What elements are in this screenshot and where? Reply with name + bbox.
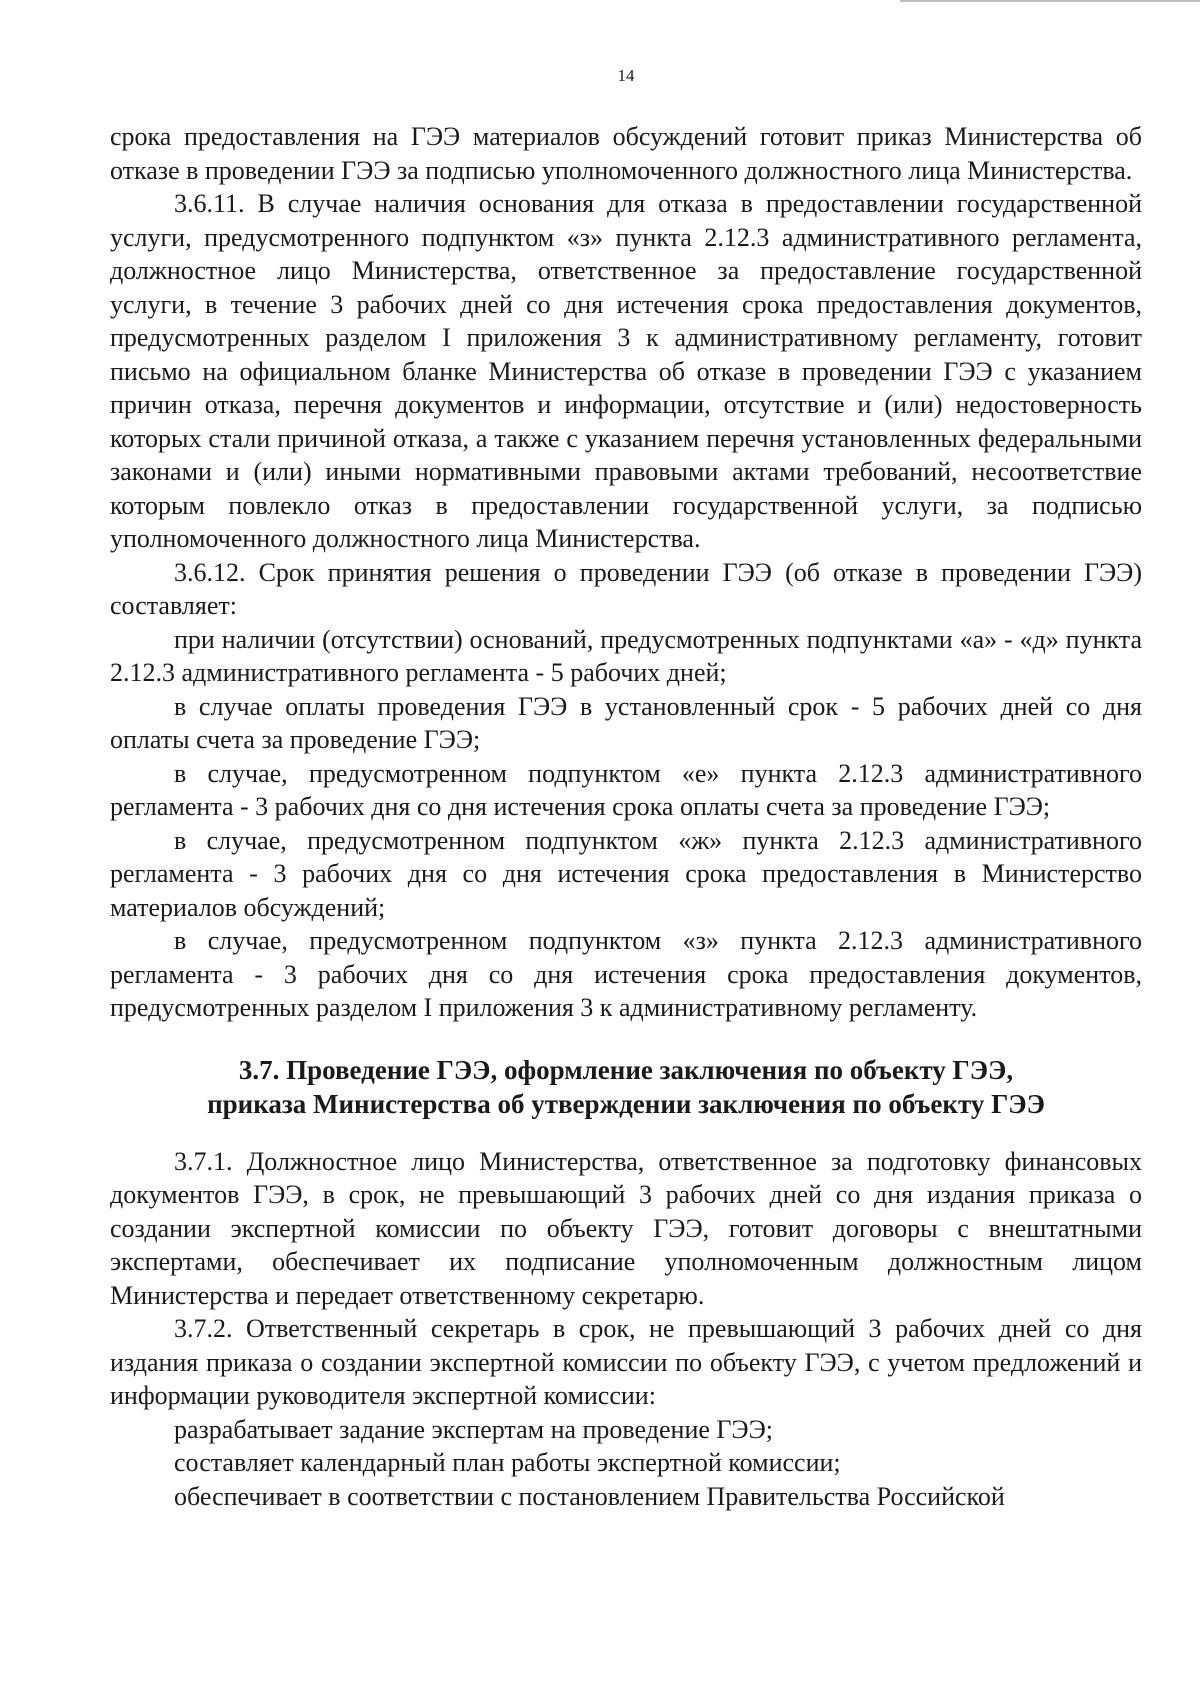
- paragraph-3-7-2: 3.7.2. Ответственный секретарь в срок, не превышающий 3 рабочих дней со дня издания приказа о создании экспертной комиссии по объекту ГЭЭ, с учетом предложений и информации руководителя экспертной комиссии:: [110, 1314, 1142, 1410]
- paragraph-3-7-1: 3.7.1. Должностное лицо Министерства, ответственное за подготовку финансовых документов ГЭЭ, в срок, не превышающий 3 рабочих дней со дня издания приказа о создании экспертной комиссии по объекту ГЭЭ, готовит договоры с внештатными экспертами, обеспечивает их подписание уполномоченным должностным лицом Министерства и передает ответственному секретарю.: [110, 1146, 1142, 1310]
- paragraph-3-6-12: 3.6.12. Срок принятия решения о проведении ГЭЭ (об отказе в проведении ГЭЭ) составляет:: [110, 557, 1142, 620]
- list-item: обеспечивает в соответствии с постановлением Правительства Российской: [174, 1481, 1005, 1511]
- document-page: [110, 60, 1142, 1513]
- heading-line-1: 3.7. Проведение ГЭЭ, оформление заключения по объекту ГЭЭ,: [238, 1054, 1014, 1085]
- section-heading-3-7: [110, 1053, 1142, 1121]
- heading-line-2: приказа Министерства об утверждении заключения по объекту ГЭЭ: [207, 1088, 1045, 1119]
- page-number: 14: [617, 66, 635, 85]
- body-after-heading: [110, 1145, 1142, 1514]
- scan-edge-line: [900, 0, 1200, 2]
- list-item: в случае оплаты проведения ГЭЭ в установленный срок - 5 рабочих дней со дня оплаты счета за проведение ГЭЭ;: [110, 691, 1142, 754]
- list-item: составляет календарный план работы экспертной комиссии;: [174, 1448, 841, 1477]
- list-item: в случае, предусмотренном подпунктом «з» пункта 2.12.3 административного регламента - 3 рабочих дня со дня истечения срока предоставления документов, предусмотренных разделом I приложения 3 к административному регламенту.: [110, 926, 1142, 1022]
- list-item: при наличии (отсутствии) оснований, предусмотренных подпунктами «а» - «д» пункта 2.12.3 административного регламента - 5 рабочих дней;: [110, 624, 1142, 687]
- paragraph-3-6-11: 3.6.11. В случае наличия основания для отказа в предоставлении государственной услуги, предусмотренного подпунктом «з» пункта 2.12.3 административного регламента, должностное лицо Министерства, ответственное за предоставление государственной услуги, в течение 3 рабочих дней со дня истечения срока предоставления документов, предусмотренных разделом I приложения 3 к административному регламенту, готовит письмо на официальном бланке Министерства об отказе в проведении ГЭЭ с указанием причин отказа, перечня документов и информации, отсутствие и (или) недостоверность которых стали причиной отказа, а также с указанием перечня установленных федеральными законами и (или) иными нормативными правовыми актами требований, несоответствие которым повлекло отказ в предоставлении государственной услуги, за подписью уполномоченного должностного лица Министерства.: [110, 189, 1142, 553]
- paragraph: срока предоставления на ГЭЭ материалов обсуждений готовит приказ Министерства об отказе в проведении ГЭЭ за подписью уполномоченного должностного лица Министерства.: [110, 122, 1142, 185]
- list-item: разрабатывает задание экспертам на проведение ГЭЭ;: [174, 1414, 773, 1444]
- body-before-heading: [110, 120, 1142, 1025]
- list-item: в случае, предусмотренном подпунктом «ж» пункта 2.12.3 административного регламента - 3 рабочих дня со дня истечения срока предоставления в Министерство материалов обсуждений;: [110, 825, 1142, 922]
- list-item: в случае, предусмотренном подпунктом «е» пункта 2.12.3 административного регламента - 3 рабочих дня со дня истечения срока оплаты счета за проведение ГЭЭ;: [110, 758, 1142, 821]
